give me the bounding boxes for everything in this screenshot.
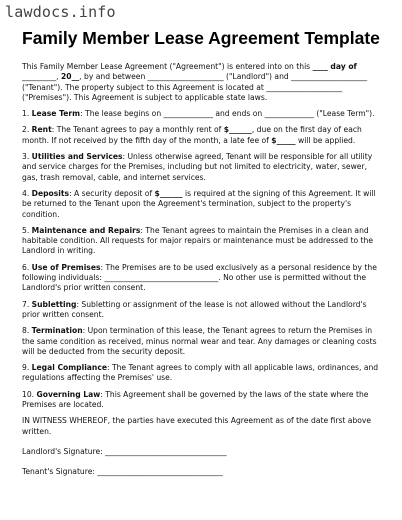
clause-text: : The Tenant agrees to comply with all applicable laws, ordinances, and regulations affecting the Premises' use. xyxy=(22,363,379,383)
clause-text: is required at the signing of this Agreement. It will be returned to the Tenant upon the Agreement's termination, subject to the property's condition. xyxy=(22,188,376,219)
clause-number: 3. xyxy=(22,152,30,162)
clause-text: will be applied. xyxy=(295,135,356,145)
clause-legal-compliance xyxy=(22,363,380,384)
intro-text-3: , by and between ____________________ ("Landlord") and ____________________ ("Tenant"). The property subject to this Agreement is located at ____________________ ("Premises"). This Agreement is subject to applicable state laws. xyxy=(22,72,368,102)
clause-heading: Deposits xyxy=(31,188,70,198)
clause-heading: Subletting xyxy=(31,299,77,309)
clause-text: , due on the first day of each month. If not received by the fifth day of the month, a late fee of xyxy=(22,125,362,145)
clause-heading: Governing Law xyxy=(36,389,101,399)
clause-heading: Utilities and Services xyxy=(31,152,123,162)
clause-number: 2. xyxy=(22,125,30,135)
clause-number: 4. xyxy=(22,188,30,198)
clause-subletting xyxy=(22,300,380,321)
clause-number: 5. xyxy=(22,225,30,235)
clause-text: : Upon termination of this lease, the Tenant agrees to return the Premises in the same condition as received, minus normal wear and tear. Any damages or cleaning costs will be deducted from the security deposit. xyxy=(22,326,377,356)
intro-text-1: This Family Member Lease Agreement ("Agreement") is entered into on this xyxy=(22,62,313,71)
landlord-signature-line: Landlord's Signature: ________________________________ xyxy=(22,446,227,456)
clause-text: : The Tenant agrees to pay a monthly rent of xyxy=(51,125,224,135)
clause-heading: Rent xyxy=(31,125,52,135)
clause-heading: Termination xyxy=(31,326,83,336)
clause-number: 8. xyxy=(22,326,30,336)
clause-number: 9. xyxy=(22,363,30,373)
intro-text-2: _________, xyxy=(22,72,61,82)
document-title: Family Member Lease Agreement Template xyxy=(22,28,380,48)
clause-deposits xyxy=(22,189,380,220)
clause-text: : A security deposit of xyxy=(69,188,155,198)
clause-heading: Legal Compliance xyxy=(31,363,107,373)
late-fee-blank: $_____ xyxy=(271,135,296,145)
clause-maintenance xyxy=(22,226,380,257)
clause-number: 7. xyxy=(22,299,30,309)
clause-number: 10. xyxy=(22,389,35,399)
intro-day-blank: ____ day of xyxy=(312,62,357,71)
site-name: lawdocs.info xyxy=(5,3,116,21)
clause-text: : The Tenant agrees to maintain the Premises in a clean and habitable condition. All requests for major repairs or maintenance must be addressed to the Landlord in writing. xyxy=(22,225,373,256)
witness-statement: IN WITNESS WHEREOF, the parties have executed this Agreement as of the date first above written. xyxy=(22,416,372,436)
clause-number: 1. xyxy=(22,109,30,119)
clause-termination xyxy=(22,326,380,357)
intro-year: 20__ xyxy=(61,72,80,82)
clause-text: : Subletting or assignment of the lease is not allowed without the Landlord's prior written consent. xyxy=(22,299,367,319)
clause-text: : The lease begins on _____________ and ends on _____________ ("Lease Term"). xyxy=(80,109,375,119)
tenant-signature-line: Tenant's Signature: _________________________________ xyxy=(22,467,223,477)
clause-text: : Unless otherwise agreed, Tenant will be responsible for all utility and service charges for the Premises, including but not limited to electricity, water, sewer, gas, trash removal, cable, and internet services. xyxy=(22,152,373,182)
intro-paragraph xyxy=(22,62,380,103)
clause-text: : The Premises are to be used exclusively as a personal residence by the following individuals: ______________________________. No other use is permitted without the Landlord's prior written consent. xyxy=(22,262,377,293)
clause-use-of-premises xyxy=(22,263,380,294)
clause-rent xyxy=(22,125,380,146)
clause-heading: Use of Premises xyxy=(31,262,101,272)
clause-governing-law xyxy=(22,390,380,411)
clause-heading: Maintenance and Repairs xyxy=(31,225,141,235)
deposit-amount-blank: $______ xyxy=(154,188,183,198)
clause-lease-term xyxy=(22,109,380,119)
clause-heading: Lease Term xyxy=(31,109,81,119)
clause-number: 6. xyxy=(22,262,30,272)
clause-text: : This Agreement shall be governed by the laws of the state where the Premises are located. xyxy=(22,389,369,410)
rent-amount-blank: $______ xyxy=(223,125,252,135)
clause-utilities xyxy=(22,152,380,183)
